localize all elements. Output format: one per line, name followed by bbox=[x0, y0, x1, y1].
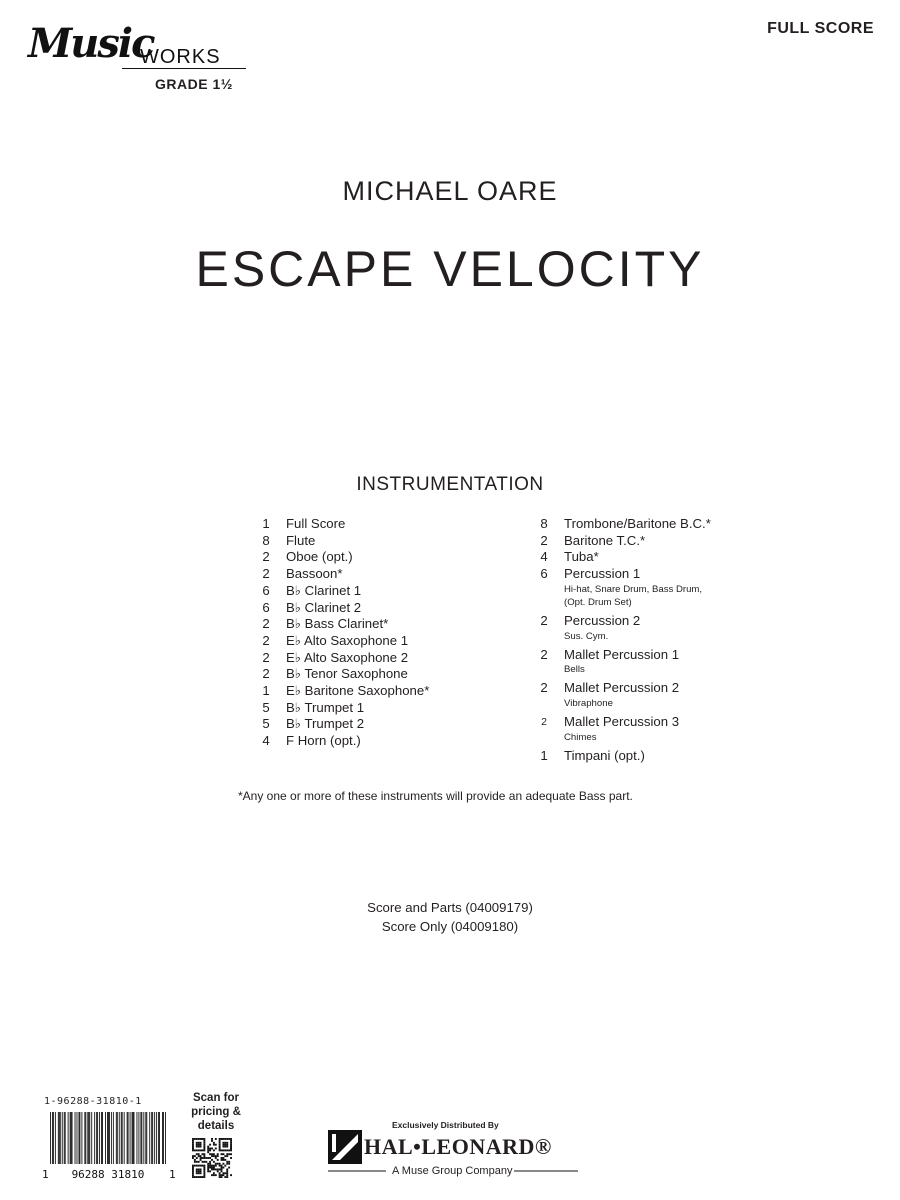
instrument-detail: Sus. Cym. bbox=[564, 630, 609, 642]
scan-line-3: details bbox=[197, 1120, 235, 1132]
instrument-list-right bbox=[524, 516, 784, 764]
instrument-quantity: 2 bbox=[262, 566, 270, 582]
instrument-row bbox=[524, 647, 784, 664]
distributed-by-label: Exclusively Distributed By bbox=[392, 1120, 499, 1130]
instrument-name: E♭ Alto Saxophone 2 bbox=[286, 649, 409, 665]
instrumentation-heading: INSTRUMENTATION bbox=[356, 474, 544, 495]
instrument-row bbox=[246, 633, 526, 650]
instrument-row bbox=[524, 516, 784, 533]
instrument-quantity: 8 bbox=[262, 532, 270, 548]
instrument-quantity: 2 bbox=[262, 666, 270, 682]
instrument-row bbox=[246, 549, 526, 566]
instrument-list-left bbox=[246, 516, 526, 750]
instrument-quantity: 4 bbox=[540, 549, 548, 565]
instrument-quantity: 6 bbox=[262, 582, 270, 598]
instrument-name: Timpani (opt.) bbox=[564, 747, 645, 763]
instrument-detail: Vibraphone bbox=[564, 697, 613, 709]
instrument-name: Mallet Percussion 2 bbox=[564, 680, 680, 696]
instrument-quantity: 2 bbox=[262, 649, 270, 665]
qr-code[interactable] bbox=[192, 1138, 232, 1178]
composer-name: MICHAEL OARE bbox=[342, 176, 558, 206]
instrument-quantity: 1 bbox=[262, 683, 270, 699]
instrument-row bbox=[524, 549, 784, 566]
hal-leonard-logo bbox=[328, 1130, 590, 1180]
instrument-name: Full Score bbox=[286, 516, 346, 531]
instrument-quantity: 2 bbox=[540, 680, 548, 696]
instrument-name: F Horn (opt.) bbox=[286, 733, 361, 749]
instrument-name: Tuba* bbox=[564, 549, 599, 565]
instrument-row bbox=[246, 666, 526, 683]
full-score-label: FULL SCORE bbox=[767, 20, 874, 37]
score-only-code: Score Only (04009180) bbox=[381, 919, 519, 934]
instrument-detail: Chimes bbox=[564, 731, 597, 743]
instrument-name: Bassoon* bbox=[286, 566, 343, 582]
piece-title: ESCAPE VELOCITY bbox=[195, 241, 705, 297]
instrument-row bbox=[524, 533, 784, 550]
product-codes bbox=[0, 898, 900, 936]
instrument-row bbox=[246, 683, 526, 700]
bass-part-footnote: *Any one or more of these instruments will provide an adequate Bass part. bbox=[238, 789, 633, 803]
instrument-quantity: 5 bbox=[262, 699, 270, 715]
instrument-name: Mallet Percussion 1 bbox=[564, 646, 680, 662]
instrument-row bbox=[246, 516, 526, 533]
instrument-name: B♭ Bass Clarinet* bbox=[286, 616, 389, 632]
instrument-row bbox=[246, 716, 526, 733]
instrument-row bbox=[246, 650, 526, 667]
instrument-row bbox=[246, 700, 526, 717]
scan-line-1: Scan for bbox=[192, 1092, 239, 1104]
instrument-row bbox=[524, 613, 784, 630]
grade-label: GRADE 1½ bbox=[155, 76, 233, 92]
instrument-detail: (Opt. Drum Set) bbox=[564, 596, 632, 608]
instrument-quantity: 1 bbox=[540, 747, 548, 763]
scan-line-2: pricing & bbox=[191, 1106, 241, 1118]
instrument-name: Flute bbox=[286, 532, 316, 548]
instrument-quantity: 2 bbox=[262, 632, 270, 648]
scan-for-pricing-text bbox=[188, 1091, 244, 1133]
instrument-name: B♭ Tenor Saxophone bbox=[286, 666, 408, 682]
instrument-quantity: 6 bbox=[262, 599, 270, 615]
instrument-row bbox=[246, 533, 526, 550]
instrument-name: B♭ Clarinet 1 bbox=[286, 582, 362, 598]
instrument-row bbox=[246, 616, 526, 633]
instrument-row bbox=[524, 714, 784, 731]
musicworks-logo bbox=[22, 22, 262, 102]
instrument-quantity: 5 bbox=[262, 716, 270, 732]
instrument-name: Percussion 2 bbox=[564, 612, 641, 628]
instrument-quantity: 1 bbox=[262, 516, 270, 531]
instrument-name: B♭ Trumpet 2 bbox=[286, 716, 365, 732]
instrument-name: Oboe (opt.) bbox=[286, 549, 353, 565]
barcode-right-digit: 1 bbox=[169, 1168, 176, 1181]
brand-works: WORKS bbox=[140, 46, 221, 68]
instrument-name: Baritone T.C.* bbox=[564, 532, 646, 548]
instrument-quantity: 4 bbox=[262, 733, 270, 749]
hal-leonard-name: HAL•LEONARD® bbox=[364, 1134, 552, 1159]
instrument-name: B♭ Trumpet 1 bbox=[286, 699, 365, 715]
instrument-quantity: 2 bbox=[262, 549, 270, 565]
instrument-quantity: 2 bbox=[541, 715, 547, 728]
instrument-quantity: 8 bbox=[540, 516, 548, 531]
score-and-parts-code: Score and Parts (04009179) bbox=[367, 900, 533, 915]
barcode bbox=[38, 1112, 178, 1182]
brand-script: Music bbox=[28, 20, 154, 67]
instrument-row bbox=[246, 733, 526, 750]
barcode-number: 1-96288-31810-1 bbox=[44, 1096, 142, 1107]
barcode-left-digit: 1 bbox=[42, 1168, 49, 1181]
hal-leonard-mark-icon bbox=[328, 1130, 362, 1164]
instrument-name: E♭ Alto Saxophone 1 bbox=[286, 632, 409, 648]
instrument-row bbox=[246, 583, 526, 600]
instrument-row bbox=[524, 748, 784, 765]
instrument-detail: Hi-hat, Snare Drum, Bass Drum, bbox=[564, 583, 703, 595]
instrument-detail: Bells bbox=[564, 664, 585, 676]
instrument-quantity: 2 bbox=[540, 612, 548, 628]
barcode-middle-digits: 96288 31810 bbox=[71, 1168, 145, 1181]
instrument-row bbox=[246, 566, 526, 583]
instrument-name: B♭ Clarinet 2 bbox=[286, 599, 362, 615]
instrument-quantity: 6 bbox=[540, 566, 548, 582]
instrument-row bbox=[524, 566, 784, 583]
instrument-name: Mallet Percussion 3 bbox=[564, 713, 680, 729]
instrument-quantity: 2 bbox=[540, 646, 548, 662]
instrument-quantity: 2 bbox=[262, 616, 270, 632]
instrument-quantity: 2 bbox=[540, 532, 548, 548]
instrument-name: E♭ Baritone Saxophone* bbox=[286, 683, 430, 699]
muse-group-tagline: A Muse Group Company bbox=[392, 1165, 513, 1177]
instrument-name: Trombone/Baritone B.C.* bbox=[564, 516, 711, 531]
instrument-row bbox=[246, 600, 526, 617]
instrument-name: Percussion 1 bbox=[564, 566, 641, 582]
instrument-row bbox=[524, 680, 784, 697]
